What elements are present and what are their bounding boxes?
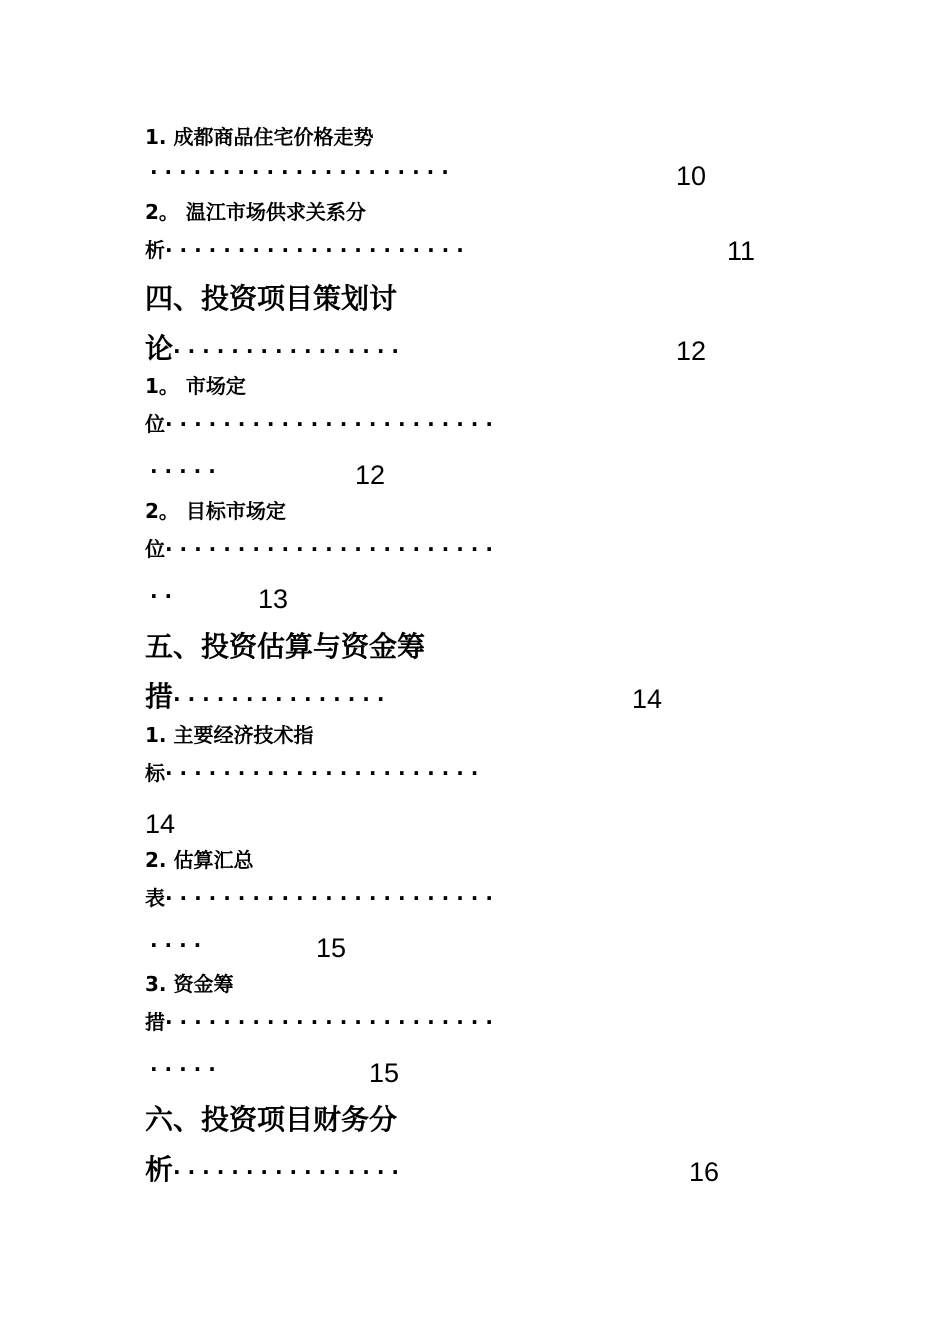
toc-entry-title[interactable]: 2。 目标市场定 [145, 499, 286, 523]
toc-leader-dots: · · · · · · · · · · · · · · · [173, 687, 385, 711]
toc-entry-cont-char: 表 [145, 886, 165, 910]
toc-leader-dots: · · · · · · · · · · · · · · · · · · · · · [150, 160, 449, 184]
toc-entry-cont-char: 措 [145, 1010, 165, 1034]
toc-entry-title-cont [145, 888, 493, 908]
toc-entry-cont-char: 析 [145, 238, 165, 262]
toc-leader-dots: · · · · [150, 933, 202, 957]
toc-leader-dots: · · · · · · · · · · · · · · · · · · · · · · · [165, 412, 493, 436]
toc-entry-cont-char: 位 [145, 412, 165, 436]
toc-entry-title[interactable]: 2. 估算汇总 [145, 848, 254, 872]
toc-entry-title-cont [145, 539, 493, 559]
toc-entry-title[interactable]: 3. 资金筹 [145, 972, 234, 996]
toc-page-number[interactable]: 14 [145, 809, 176, 839]
toc-leader-dots: · · · · · [150, 1057, 216, 1081]
toc-page-number[interactable]: 16 [689, 1157, 720, 1187]
toc-section-title-cont [145, 680, 385, 713]
toc-entry-title[interactable]: 1. 主要经济技术指 [145, 723, 314, 747]
toc-entry-title-cont [145, 414, 493, 434]
toc-section-cont-char: 析 [145, 1153, 174, 1186]
toc-page-number[interactable]: 11 [727, 236, 756, 266]
toc-leader-dots: · · · · · · · · · · · · · · · · · · · · · · · [165, 537, 493, 561]
toc-page-number[interactable]: 13 [258, 584, 289, 614]
toc-page-number[interactable]: 10 [676, 161, 707, 191]
toc-section-title-cont [145, 1153, 400, 1186]
toc-entry-title-cont [145, 240, 464, 260]
toc-entry-cont-char: 位 [145, 537, 165, 561]
toc-leader-dots: · · · · · · · · · · · · · · · · [173, 1160, 400, 1184]
toc-leader-dots: · · [150, 584, 173, 608]
toc-leader-dots: · · · · · [150, 459, 216, 483]
toc-page-number[interactable]: 14 [632, 684, 663, 714]
toc-page-number[interactable]: 12 [355, 460, 386, 490]
toc-page-number[interactable]: 12 [676, 336, 707, 366]
toc-entry-title[interactable]: 2。 温江市场供求关系分 [145, 200, 366, 224]
toc-section-title[interactable]: 六、投资项目财务分 [145, 1103, 398, 1136]
toc-leader-dots: · · · · · · · · · · · · · · · · [173, 339, 400, 363]
toc-entry-title-cont [145, 763, 478, 783]
toc-entry-title[interactable]: 1。 市场定 [145, 374, 246, 398]
toc-entry-cont-char: 标 [145, 761, 165, 785]
toc-leader-dots: · · · · · · · · · · · · · · · · · · · · · · [165, 761, 479, 785]
toc-section-title[interactable]: 五、投资估算与资金筹 [145, 630, 426, 663]
toc-leader-dots: · · · · · · · · · · · · · · · · · · · · · · · [165, 886, 493, 910]
toc-section-cont-char: 措 [145, 680, 174, 713]
toc-entry-title-cont [145, 1012, 493, 1032]
toc-page-number[interactable]: 15 [316, 933, 347, 963]
toc-leader-dots: · · · · · · · · · · · · · · · · · · · · · · · [165, 1010, 493, 1034]
toc-section-title[interactable]: 四、投资项目策划讨 [145, 282, 398, 315]
toc-leader-dots: · · · · · · · · · · · · · · · · · · · · · [165, 238, 464, 262]
toc-page-number[interactable]: 15 [369, 1058, 400, 1088]
toc-section-cont-char: 论 [145, 332, 174, 365]
toc-entry-title[interactable]: 1. 成都商品住宅价格走势 [145, 125, 374, 149]
toc-section-title-cont [145, 332, 400, 365]
